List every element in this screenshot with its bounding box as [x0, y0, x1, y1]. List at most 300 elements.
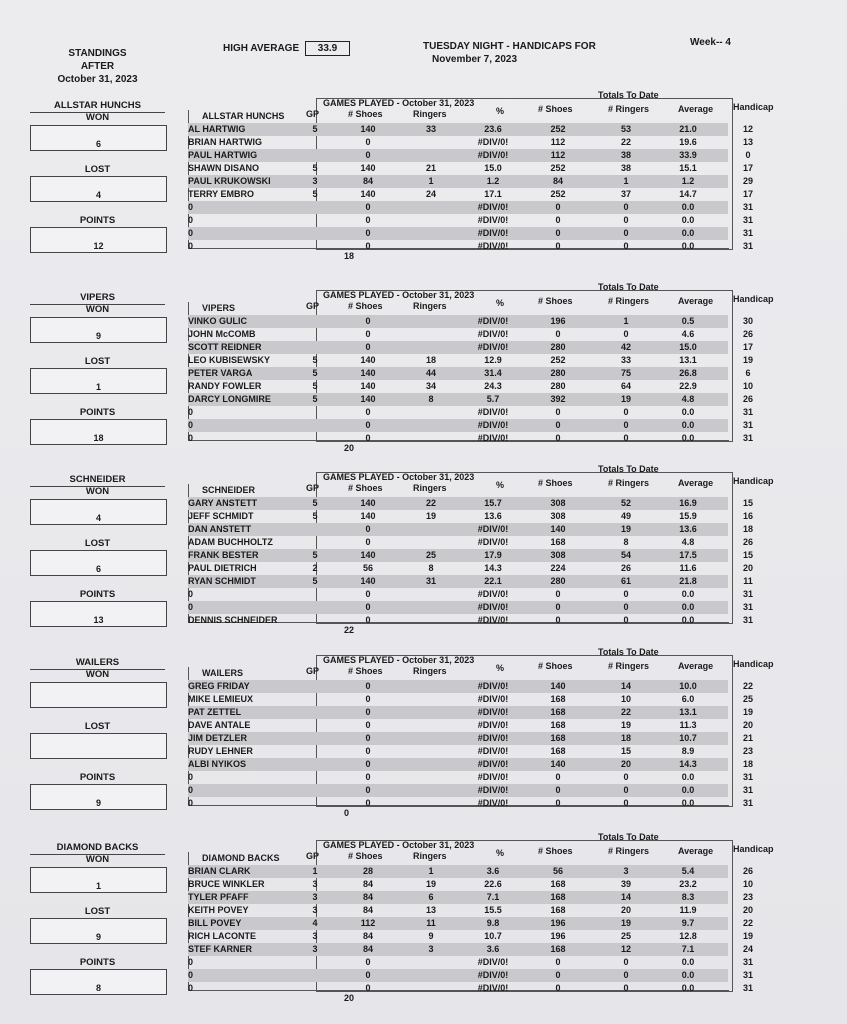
average-cell: 6.0 [681, 694, 695, 704]
player-name-cell: 0 [188, 772, 194, 782]
percent-cell: 9.8 [486, 918, 500, 928]
average-cell: 0.0 [681, 420, 695, 430]
handicap-cell: 31 [742, 785, 753, 795]
lost-box [30, 733, 167, 759]
total-ringers-cell: 49 [620, 511, 631, 521]
total-ringers-cell: 38 [620, 163, 631, 173]
total-shoes-cell: 0 [555, 615, 561, 625]
shoes-cell: 28 [362, 866, 373, 876]
total-ringers-cell: 0 [623, 433, 629, 443]
points-box: 8 [30, 969, 167, 995]
player-row [188, 575, 753, 588]
player-name-cell: TYLER PFAFF [188, 892, 249, 902]
player-row [188, 719, 753, 732]
average-cell: 0.0 [681, 602, 695, 612]
shoes-header: # Shoes [348, 301, 383, 311]
team-name-column: ALLSTAR HUNCHS [202, 111, 285, 121]
average-cell: 33.9 [679, 150, 697, 160]
games-played-cell: 5 [312, 189, 318, 199]
handicap-cell: 25 [742, 694, 753, 704]
ringers-cell: 19 [425, 511, 436, 521]
total-ringers-cell: 33 [620, 355, 631, 365]
total-shoes-cell: 280 [550, 576, 566, 586]
shoes-cell: 0 [365, 957, 371, 967]
percent-cell: #DIV/0! [477, 137, 509, 147]
won-box: 1 [30, 867, 167, 893]
handicap-cell: 16 [742, 511, 753, 521]
lost-label: LOST [84, 721, 111, 732]
total-shoes-cell: 0 [555, 970, 561, 980]
total-shoes-cell: 168 [550, 720, 566, 730]
player-row [188, 943, 753, 956]
handicap-cell: 0 [745, 150, 751, 160]
player-row [188, 797, 753, 810]
player-name-cell: PAT ZETTEL [188, 707, 242, 717]
player-name-cell: 0 [188, 433, 194, 443]
average-cell: 9.7 [681, 918, 695, 928]
shoes-cell: 84 [362, 944, 373, 954]
total-ringers-header: # Ringers [608, 846, 650, 856]
player-row [188, 354, 753, 367]
average-cell: 14.7 [679, 189, 697, 199]
ringers-cell [406, 432, 456, 445]
total-shoes-cell: 0 [555, 983, 561, 993]
total-shoes-cell: 0 [555, 589, 561, 599]
shoes-cell: 0 [365, 137, 371, 147]
ringers-header: Ringers [413, 483, 447, 493]
handicap-cell: 31 [742, 589, 753, 599]
ringers-cell [406, 706, 456, 719]
games-played-cell: 5 [312, 550, 318, 560]
team-name-left: DIAMOND BACKS [30, 842, 165, 855]
average-cell: 1.2 [681, 176, 695, 186]
percent-cell: #DIV/0! [477, 681, 509, 691]
handicap-cell: 31 [742, 202, 753, 212]
total-ringers-cell: 0 [623, 957, 629, 967]
percent-cell: 17.9 [484, 550, 502, 560]
shoes-cell: 0 [365, 433, 371, 443]
ringers-cell: 44 [425, 368, 436, 378]
average-cell: 23.2 [679, 879, 697, 889]
pct-header: % [496, 663, 505, 673]
won-label: WON [85, 669, 110, 680]
player-name-cell: GARY ANSTETT [188, 498, 258, 508]
total-ringers-cell: 25 [620, 931, 631, 941]
total-shoes-cell: 168 [550, 905, 566, 915]
percent-cell: 10.7 [484, 931, 502, 941]
average-cell: 16.9 [679, 498, 697, 508]
player-name-cell: RYAN SCHMIDT [188, 576, 256, 586]
average-cell: 0.0 [681, 228, 695, 238]
average-header: Average [678, 661, 714, 671]
player-row [188, 758, 753, 771]
ringers-cell [406, 719, 456, 732]
handicap-cell: 10 [742, 381, 753, 391]
handicap-header: Handicap [733, 294, 774, 304]
total-shoes-cell: 308 [550, 511, 566, 521]
handicap-cell: 17 [742, 163, 753, 173]
ringers-cell: 13 [425, 905, 436, 915]
average-cell: 0.0 [681, 798, 695, 808]
total-shoes-cell: 392 [550, 394, 566, 404]
total-shoes-cell: 0 [555, 433, 561, 443]
average-cell: 12.8 [679, 931, 697, 941]
shoes-cell: 0 [365, 602, 371, 612]
ringers-cell [406, 693, 456, 706]
percent-cell: #DIV/0! [477, 720, 509, 730]
total-ringers-cell: 54 [620, 550, 631, 560]
games-played-cell [300, 614, 330, 627]
percent-cell: 15.7 [484, 498, 502, 508]
gp-header: GP [306, 109, 320, 119]
player-row [188, 497, 753, 510]
lost-label: LOST [84, 538, 111, 549]
player-name-cell: 0 [188, 957, 194, 967]
shoes-cell: 0 [365, 150, 371, 160]
total-ringers-cell: 0 [623, 615, 629, 625]
total-shoes-cell: 168 [550, 733, 566, 743]
player-row [188, 680, 753, 693]
percent-cell: #DIV/0! [477, 785, 509, 795]
player-row [188, 393, 753, 406]
handicap-header: Handicap [733, 476, 774, 486]
points-label: POINTS [79, 957, 116, 968]
handicap-cell: 24 [742, 944, 753, 954]
total-ringers-cell: 19 [620, 524, 631, 534]
total-ringers-cell: 19 [620, 918, 631, 928]
player-name-cell: 0 [188, 970, 194, 980]
handicap-cell: 31 [742, 420, 753, 430]
player-name-cell: 0 [188, 589, 194, 599]
points-box: 9 [30, 784, 167, 810]
ringers-cell: 6 [428, 892, 434, 902]
games-played-cell [300, 201, 330, 214]
total-ringers-header: # Ringers [608, 296, 650, 306]
player-row [188, 536, 753, 549]
total-shoes-header: # Shoes [538, 661, 573, 671]
won-label: WON [85, 112, 110, 123]
games-played-cell [300, 536, 330, 549]
games-played-cell [300, 719, 330, 732]
player-name-cell: SHAWN DISANO [188, 163, 260, 173]
won-box: 9 [30, 317, 167, 343]
total-shoes-cell: 252 [550, 124, 566, 134]
gp-header: GP [306, 301, 320, 311]
team-name-column: WAILERS [202, 668, 244, 678]
total-ringers-cell: 19 [620, 394, 631, 404]
games-played-cell: 5 [312, 394, 318, 404]
average-header: Average [678, 846, 714, 856]
shoes-cell: 0 [365, 720, 371, 730]
shoes-cell: 140 [360, 576, 376, 586]
team-name-left: VIPERS [30, 292, 165, 305]
totals-to-date-header: Totals To Date [598, 647, 659, 657]
handicap-cell: 23 [742, 746, 753, 756]
ringers-cell [406, 419, 456, 432]
player-name-cell: PAUL KRUKOWSKI [188, 176, 271, 186]
average-cell: 10.0 [679, 681, 697, 691]
average-cell: 13.6 [679, 524, 697, 534]
ringers-cell [406, 227, 456, 240]
average-cell: 13.1 [679, 355, 697, 365]
team-name-left: WAILERS [30, 657, 165, 670]
totals-to-date-header: Totals To Date [598, 90, 659, 100]
player-name-cell: AL HARTWIG [188, 124, 246, 134]
handicap-header: Handicap [733, 659, 774, 669]
handicap-cell: 20 [742, 563, 753, 573]
team-total: 0 [344, 808, 350, 818]
total-ringers-cell: 64 [620, 381, 631, 391]
won-label: WON [85, 854, 110, 865]
player-name-cell: DAN ANSTETT [188, 524, 252, 534]
percent-cell: #DIV/0! [477, 798, 509, 808]
total-shoes-header: # Shoes [538, 478, 573, 488]
games-played-cell [300, 693, 330, 706]
total-ringers-cell: 12 [620, 944, 631, 954]
ringers-cell [406, 956, 456, 969]
team-name-left: SCHNEIDER [30, 474, 165, 487]
ringers-cell [406, 982, 456, 995]
player-name-cell: PETER VARGA [188, 368, 253, 378]
handicap-cell: 19 [742, 931, 753, 941]
handicap-cell: 31 [742, 798, 753, 808]
average-cell: 21.8 [679, 576, 697, 586]
total-ringers-cell: 0 [623, 329, 629, 339]
total-shoes-cell: 0 [555, 772, 561, 782]
games-played-header: GAMES PLAYED - October 31, 2023 [323, 472, 475, 482]
handicap-cell: 22 [742, 681, 753, 691]
total-shoes-header: # Shoes [538, 846, 573, 856]
team-name-column: DIAMOND BACKS [202, 853, 280, 863]
player-row [188, 523, 753, 536]
average-cell: 7.1 [681, 944, 695, 954]
player-row [188, 549, 753, 562]
total-ringers-header: # Ringers [608, 661, 650, 671]
average-cell: 19.6 [679, 137, 697, 147]
percent-cell: 17.1 [484, 189, 502, 199]
player-name-cell: JIM DETZLER [188, 733, 248, 743]
player-name-cell: ADAM BUCHHOLTZ [188, 537, 273, 547]
total-shoes-cell: 168 [550, 892, 566, 902]
percent-cell: 7.1 [486, 892, 500, 902]
handicap-cell: 26 [742, 537, 753, 547]
average-cell: 0.0 [681, 433, 695, 443]
points-box: 12 [30, 227, 167, 253]
percent-cell: #DIV/0! [477, 524, 509, 534]
ringers-cell: 24 [425, 189, 436, 199]
average-cell: 0.0 [681, 615, 695, 625]
pct-header: % [496, 106, 505, 116]
player-name-cell: DAVE ANTALE [188, 720, 251, 730]
shoes-cell: 140 [360, 381, 376, 391]
player-row [188, 227, 753, 240]
games-played-cell: 5 [312, 511, 318, 521]
total-ringers-cell: 14 [620, 681, 631, 691]
games-played-cell: 3 [312, 931, 318, 941]
percent-cell: 3.6 [486, 866, 500, 876]
percent-cell: 24.3 [484, 381, 502, 391]
games-played-cell: 5 [312, 498, 318, 508]
team-name-left: ALLSTAR HUNCHS [30, 100, 165, 113]
player-row [188, 784, 753, 797]
won-box: 6 [30, 125, 167, 151]
lost-label: LOST [84, 906, 111, 917]
shoes-cell: 0 [365, 241, 371, 251]
average-cell: 0.0 [681, 970, 695, 980]
total-shoes-cell: 224 [550, 563, 566, 573]
games-played-cell [300, 732, 330, 745]
shoes-cell: 0 [365, 707, 371, 717]
total-ringers-cell: 18 [620, 733, 631, 743]
ringers-header: Ringers [413, 109, 447, 119]
ringers-cell [406, 201, 456, 214]
handicap-header: Handicap [733, 844, 774, 854]
ringers-cell: 31 [425, 576, 436, 586]
average-cell: 4.8 [681, 394, 695, 404]
total-shoes-cell: 168 [550, 537, 566, 547]
games-played-cell [300, 341, 330, 354]
player-name-cell: VINKO GULIC [188, 316, 248, 326]
ringers-cell: 8 [428, 394, 434, 404]
sheet-title: TUESDAY NIGHT - HANDICAPS FOR [423, 41, 596, 52]
ringers-cell: 1 [428, 866, 434, 876]
handicap-cell: 31 [742, 615, 753, 625]
ringers-header: Ringers [413, 301, 447, 311]
percent-cell: 23.6 [484, 124, 502, 134]
average-header: Average [678, 104, 714, 114]
total-shoes-cell: 140 [550, 759, 566, 769]
player-row [188, 432, 753, 445]
average-cell: 0.0 [681, 215, 695, 225]
games-played-cell: 4 [312, 918, 318, 928]
games-played-cell [300, 240, 330, 253]
player-row [188, 201, 753, 214]
total-shoes-cell: 140 [550, 681, 566, 691]
percent-cell: #DIV/0! [477, 746, 509, 756]
total-shoes-cell: 56 [552, 866, 563, 876]
pct-header: % [496, 298, 505, 308]
player-row [188, 930, 753, 943]
lost-label: LOST [84, 164, 111, 175]
handicap-cell: 15 [742, 550, 753, 560]
games-played-header: GAMES PLAYED - October 31, 2023 [323, 290, 475, 300]
team-total: 20 [344, 993, 355, 1003]
player-name-cell: 0 [188, 228, 194, 238]
games-played-cell [300, 406, 330, 419]
totals-to-date-header: Totals To Date [598, 282, 659, 292]
player-row [188, 956, 753, 969]
ringers-cell [406, 136, 456, 149]
average-cell: 8.9 [681, 746, 695, 756]
total-shoes-cell: 252 [550, 355, 566, 365]
handicap-cell: 21 [742, 733, 753, 743]
percent-cell: 5.7 [486, 394, 500, 404]
total-ringers-cell: 1 [623, 176, 629, 186]
player-name-cell: FRANK BESTER [188, 550, 259, 560]
shoes-cell: 84 [362, 176, 373, 186]
shoes-cell: 0 [365, 202, 371, 212]
games-played-cell [300, 432, 330, 445]
percent-cell: #DIV/0! [477, 694, 509, 704]
percent-cell: 12.9 [484, 355, 502, 365]
total-ringers-cell: 52 [620, 498, 631, 508]
handicap-cell: 15 [742, 498, 753, 508]
shoes-cell: 0 [365, 615, 371, 625]
total-ringers-cell: 15 [620, 746, 631, 756]
ringers-cell [406, 536, 456, 549]
total-ringers-cell: 0 [623, 241, 629, 251]
shoes-cell: 0 [365, 329, 371, 339]
total-ringers-cell: 0 [623, 970, 629, 980]
player-name-cell: 0 [188, 241, 194, 251]
games-played-header: GAMES PLAYED - October 31, 2023 [323, 655, 475, 665]
shoes-cell: 140 [360, 355, 376, 365]
total-ringers-cell: 38 [620, 150, 631, 160]
total-ringers-cell: 0 [623, 798, 629, 808]
shoes-cell: 0 [365, 316, 371, 326]
player-row [188, 969, 753, 982]
shoes-header: # Shoes [348, 666, 383, 676]
average-cell: 14.3 [679, 759, 697, 769]
player-row [188, 745, 753, 758]
player-name-cell: STEF KARNER [188, 944, 253, 954]
points-label: POINTS [79, 407, 116, 418]
lost-label: LOST [84, 356, 111, 367]
ringers-cell [406, 614, 456, 627]
total-ringers-cell: 0 [623, 407, 629, 417]
player-row [188, 175, 753, 188]
shoes-cell: 0 [365, 772, 371, 782]
average-header: Average [678, 296, 714, 306]
percent-cell: 13.6 [484, 511, 502, 521]
total-ringers-cell: 0 [623, 772, 629, 782]
games-played-cell: 3 [312, 892, 318, 902]
lost-box: 1 [30, 368, 167, 394]
shoes-cell: 0 [365, 524, 371, 534]
player-row [188, 214, 753, 227]
gp-header: GP [306, 851, 320, 861]
average-cell: 13.1 [679, 707, 697, 717]
average-cell: 0.0 [681, 589, 695, 599]
total-ringers-cell: 22 [620, 137, 631, 147]
shoes-cell: 140 [360, 368, 376, 378]
pct-header: % [496, 848, 505, 858]
ringers-header: Ringers [413, 851, 447, 861]
percent-cell: #DIV/0! [477, 589, 509, 599]
games-played-cell [300, 419, 330, 432]
shoes-cell: 140 [360, 394, 376, 404]
average-cell: 11.3 [679, 720, 697, 730]
handicap-cell: 29 [742, 176, 753, 186]
player-name-cell: DARCY LONGMIRE [188, 394, 271, 404]
total-ringers-cell: 0 [623, 602, 629, 612]
handicap-cell: 31 [742, 772, 753, 782]
handicap-cell: 19 [742, 355, 753, 365]
average-cell: 0.5 [681, 316, 695, 326]
shoes-cell: 84 [362, 879, 373, 889]
player-row [188, 693, 753, 706]
handicap-cell: 31 [742, 407, 753, 417]
ringers-cell: 19 [425, 879, 436, 889]
games-played-cell [300, 315, 330, 328]
player-row [188, 123, 753, 136]
shoes-cell: 0 [365, 420, 371, 430]
percent-cell: #DIV/0! [477, 241, 509, 251]
handicap-cell: 31 [742, 215, 753, 225]
average-cell: 0.0 [681, 785, 695, 795]
player-name-cell: RICH LACONTE [188, 931, 256, 941]
games-played-cell [300, 588, 330, 601]
